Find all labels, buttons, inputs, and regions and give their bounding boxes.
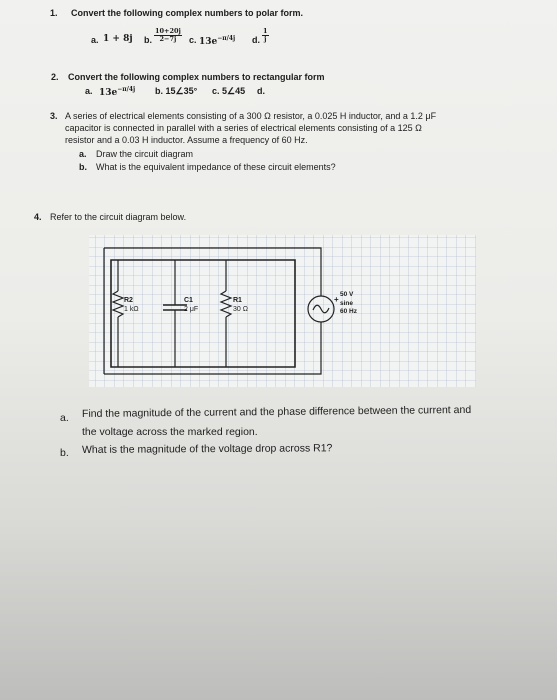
q1-d-label: d. xyxy=(252,35,260,45)
q3-b-text: What is the equivalent impedance of these circuit elements? xyxy=(96,162,336,172)
q3-line2: capacitor is connected in parallel with a series of electrical elements consisting of a 125 Ω xyxy=(65,123,422,133)
q4-b-text: What is the magnitude of the voltage drop across R1? xyxy=(81,442,333,456)
q1-a-expression: 1 + 8j xyxy=(103,34,133,44)
r1-value: 30 Ω xyxy=(233,306,248,313)
q2-a-base: 13e xyxy=(99,88,118,98)
r2-value: 1 kΩ xyxy=(124,306,139,313)
q1-d-denominator: j xyxy=(264,35,267,43)
q4-a-label: a. xyxy=(60,412,69,424)
q3-a-text: Draw the circuit diagram xyxy=(96,149,194,159)
q1-c-exponent: −π/4j xyxy=(217,35,236,42)
q3-line3: resistor and a 0.03 H inductor. Assume a frequency of 60 Hz. xyxy=(65,135,308,145)
q4-a-line1: Find the magnitude of the current and the phase difference between the current and xyxy=(81,403,472,420)
q2-b-item: b. 15∠35° xyxy=(155,86,198,96)
q1-b-numerator: 10+20j xyxy=(155,27,181,35)
q4-text: Refer to the circuit diagram below. xyxy=(50,212,187,222)
q1-a-label: a. xyxy=(91,35,99,45)
c1-name: C1 xyxy=(184,297,193,304)
q4-number: 4. xyxy=(34,212,42,222)
q1-b-label: b. xyxy=(144,35,152,45)
c1-value: 2 μF xyxy=(184,306,199,313)
q2-text: Convert the following complex numbers to rectangular form xyxy=(68,72,325,82)
q1-d-numerator: 1 xyxy=(263,27,268,35)
q3-a-label: a. xyxy=(79,149,87,159)
source-frequency: 60 Hz xyxy=(340,308,357,315)
q3-line1: A series of electrical elements consisting of a 300 Ω resistor, a 0.025 H inductor, and a 1.2 μF xyxy=(65,111,437,121)
q1-text: Convert the following complex numbers to polar form. xyxy=(71,8,304,18)
r2-name: R2 xyxy=(124,297,133,304)
source-wave: sine xyxy=(340,300,354,307)
source-voltage: 50 V xyxy=(340,291,354,298)
q4-b-label: b. xyxy=(60,447,69,459)
q2-d-item: d. xyxy=(257,86,265,96)
grid-lines xyxy=(89,235,476,387)
q1-number: 1. xyxy=(50,8,58,18)
q1-b-denominator: 2−7j xyxy=(159,35,177,43)
q2-a-exponent: −π/4j xyxy=(117,86,136,93)
r1-name: R1 xyxy=(233,297,242,304)
q3-number: 3. xyxy=(50,111,58,121)
source-plus-sign: + xyxy=(334,295,339,304)
q1-c-base: 13e xyxy=(199,37,218,47)
q2-c-item: c. 5∠45 xyxy=(212,86,246,96)
q3-b-label: b. xyxy=(79,162,87,172)
q1-c-label: c. xyxy=(189,35,197,45)
q2-a-label: a. xyxy=(85,86,93,96)
q2-number: 2. xyxy=(51,72,59,82)
q4-a-line2: the voltage across the marked region. xyxy=(82,426,258,438)
